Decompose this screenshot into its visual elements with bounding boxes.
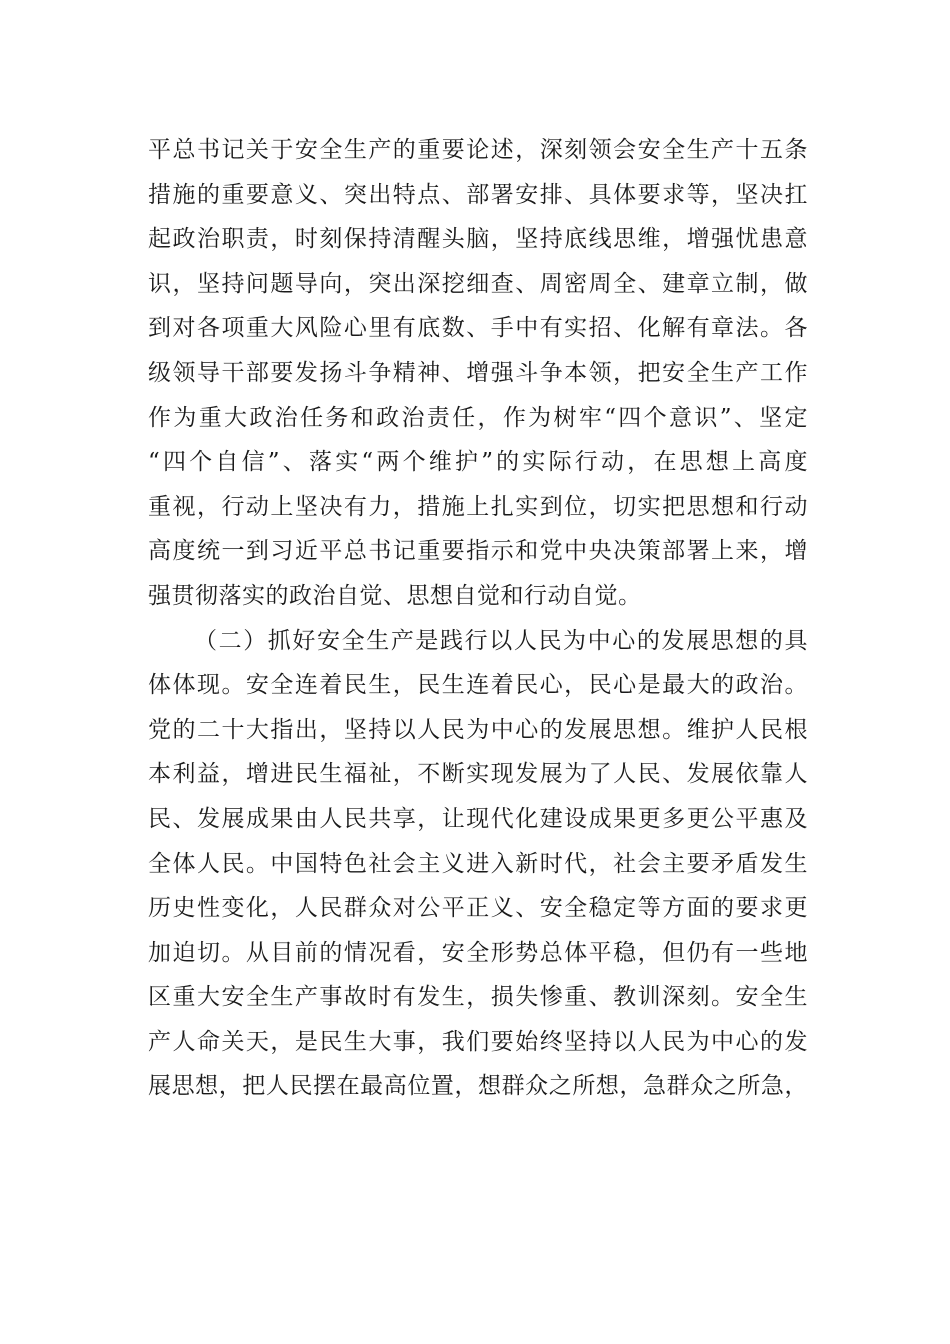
- text-line: 全体人民。中国特色社会主义进入新时代，社会主要矛盾发生: [148, 850, 808, 877]
- text-line: 强贯彻落实的政治自觉、思想自觉和行动自觉。: [148, 582, 642, 609]
- text-line: 高度统一到习近平总书记重要指示和党中央决策部署上来，增: [148, 538, 808, 565]
- text-line: 体体现。安全连着民生，民生连着民心，民心是最大的政治。: [148, 672, 808, 699]
- text-line: 起政治职责，时刻保持清醒头脑，坚持底线思维，增强忧患意: [148, 226, 808, 253]
- text-line: “四个自信”、落实“两个维护”的实际行动，在思想上高度: [148, 449, 808, 476]
- text-line: 级领导干部要发扬斗争精神、增强斗争本领，把安全生产工作: [148, 359, 808, 386]
- text-line: 党的二十大指出，坚持以人民为中心的发展思想。维护人民根: [148, 716, 808, 743]
- text-line: 到对各项重大风险心里有底数、手中有实招、化解有章法。各: [148, 315, 808, 342]
- text-line: 措施的重要意义、突出特点、部署安排、具体要求等，坚决扛: [148, 181, 808, 208]
- text-line: 重视，行动上坚决有力，措施上扎实到位，切实把思想和行动: [148, 493, 808, 520]
- text-line: 作为重大政治任务和政治责任，作为树牢“四个意识”、坚定: [148, 404, 808, 431]
- text-line: 加迫切。从目前的情况看，安全形势总体平稳，但仍有一些地: [148, 939, 808, 966]
- body-text: [148, 128, 808, 1109]
- text-line: 历史性变化，人民群众对公平正义、安全稳定等方面的要求更: [148, 895, 808, 922]
- text-line: 本利益，增进民生福祉，不断实现发展为了人民、发展依靠人: [148, 761, 808, 788]
- text-line: 区重大安全生产事故时有发生，损失惨重、教训深刻。安全生: [148, 984, 808, 1011]
- paragraph-2: [148, 619, 808, 1110]
- text-line: 民、发展成果由人民共享，让现代化建设成果更多更公平惠及: [148, 805, 808, 832]
- paragraph-1: [148, 128, 808, 619]
- text-line: 产人命关天，是民生大事，我们要始终坚持以人民为中心的发: [148, 1028, 808, 1055]
- text-line: 展思想，把人民摆在最高位置，想群众之所想，急群众之所急，: [148, 1073, 808, 1100]
- text-line: 平总书记关于安全生产的重要论述，深刻领会安全生产十五条: [148, 137, 808, 163]
- text-line: （二）抓好安全生产是践行以人民为中心的发展思想的具: [194, 627, 808, 654]
- text-line: 识，坚持问题导向，突出深挖细查、周密周全、建章立制，做: [148, 270, 808, 297]
